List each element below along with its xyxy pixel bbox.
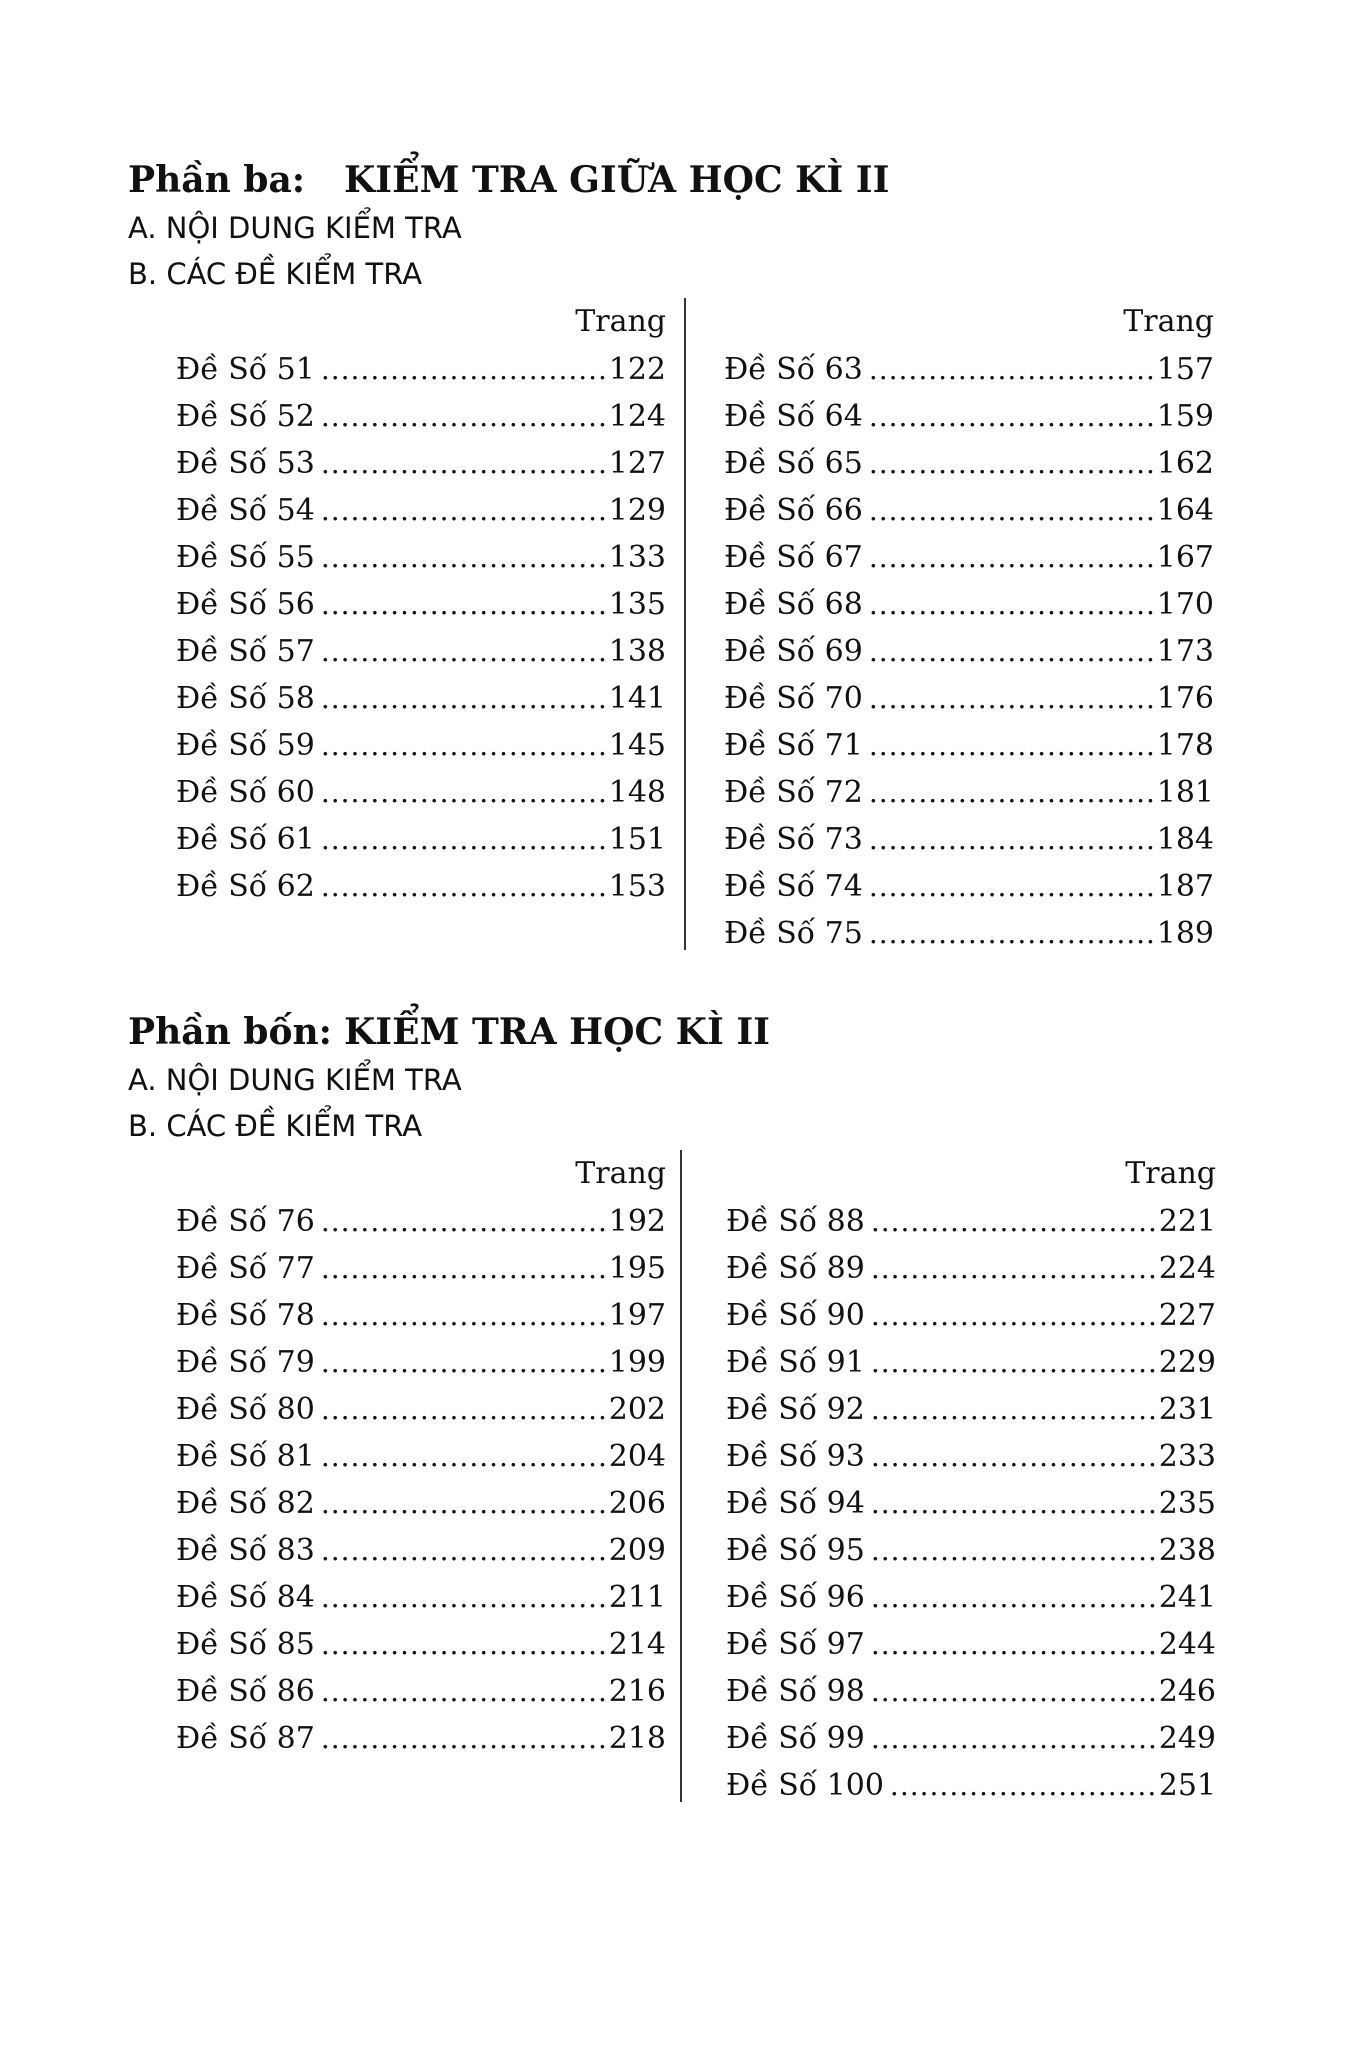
- toc-entry: [724, 816, 1214, 863]
- entry-label: Đề Số 74: [724, 869, 863, 904]
- entry-label: Đề Số 70: [724, 681, 863, 716]
- entry-label: Đề Số 88: [726, 1204, 865, 1239]
- entry-label: Đề Số 95: [726, 1533, 865, 1568]
- entry-page-number: 162: [1156, 446, 1214, 481]
- toc-entry: [724, 863, 1214, 910]
- dot-leader: [321, 1480, 607, 1527]
- entry-page-number: 129: [608, 493, 666, 528]
- column-divider: [680, 1150, 682, 1802]
- section-heading: [128, 159, 890, 201]
- dot-leader: [869, 534, 1155, 581]
- dot-leader: [871, 1386, 1157, 1433]
- entry-page-number: 159: [1156, 399, 1214, 434]
- entry-page-number: 170: [1156, 587, 1214, 622]
- entry-page-number: 145: [608, 728, 666, 763]
- toc-entry: [726, 1715, 1216, 1762]
- entry-page-number: 206: [608, 1486, 666, 1521]
- entry-page-number: 187: [1156, 869, 1214, 904]
- toc-entry: [176, 1292, 666, 1339]
- toc-entry: [724, 487, 1214, 534]
- entry-label: Đề Số 77: [176, 1251, 315, 1286]
- entry-page-number: 184: [1156, 822, 1214, 857]
- toc-entry: [176, 628, 666, 675]
- dot-leader: [321, 1527, 607, 1574]
- entry-label: Đề Số 58: [176, 681, 315, 716]
- dot-leader: [321, 1339, 607, 1386]
- part-title: KIỂM TRA GIỮA HỌC KÌ II: [344, 159, 890, 201]
- entry-page-number: 211: [608, 1580, 666, 1615]
- dot-leader: [321, 769, 607, 816]
- entry-page-number: 173: [1156, 634, 1214, 669]
- entry-label: Đề Số 65: [724, 446, 863, 481]
- entry-page-number: 189: [1156, 916, 1214, 951]
- dot-leader: [869, 440, 1155, 487]
- dot-leader: [871, 1621, 1157, 1668]
- entry-label: Đề Số 59: [176, 728, 315, 763]
- dot-leader: [321, 1245, 607, 1292]
- dot-leader: [321, 1292, 607, 1339]
- dot-leader: [321, 863, 607, 910]
- toc-entry: [724, 910, 1214, 957]
- toc-entry: [726, 1762, 1216, 1809]
- entry-label: Đề Số 76: [176, 1204, 315, 1239]
- entry-label: Đề Số 86: [176, 1674, 315, 1709]
- page-column-header: Trang: [575, 304, 666, 339]
- entry-page-number: 195: [608, 1251, 666, 1286]
- entry-label: Đề Số 54: [176, 493, 315, 528]
- entry-label: Đề Số 52: [176, 399, 315, 434]
- toc-entry: [176, 1715, 666, 1762]
- toc-entry: [176, 1480, 666, 1527]
- dot-leader: [869, 393, 1155, 440]
- dot-leader: [871, 1527, 1157, 1574]
- entry-label: Đề Số 63: [724, 352, 863, 387]
- dot-leader: [321, 1574, 607, 1621]
- entry-label: Đề Số 68: [724, 587, 863, 622]
- entry-label: Đề Số 94: [726, 1486, 865, 1521]
- dot-leader: [890, 1762, 1157, 1809]
- entry-label: Đề Số 82: [176, 1486, 315, 1521]
- entry-page-number: 233: [1158, 1439, 1216, 1474]
- entry-page-number: 244: [1158, 1627, 1216, 1662]
- dot-leader: [321, 816, 607, 863]
- entry-page-number: 238: [1158, 1533, 1216, 1568]
- entry-page-number: 122: [608, 352, 666, 387]
- dot-leader: [871, 1668, 1157, 1715]
- entry-label: Đề Số 51: [176, 352, 315, 387]
- dot-leader: [869, 863, 1155, 910]
- column-divider: [684, 298, 686, 950]
- entry-page-number: 246: [1158, 1674, 1216, 1709]
- dot-leader: [321, 393, 607, 440]
- entry-page-number: 133: [608, 540, 666, 575]
- entry-label: Đề Số 97: [726, 1627, 865, 1662]
- toc-column-right: [724, 302, 1214, 962]
- entry-page-number: 148: [608, 775, 666, 810]
- entry-label: Đề Số 83: [176, 1533, 315, 1568]
- entry-label: Đề Số 53: [176, 446, 315, 481]
- entry-page-number: 141: [608, 681, 666, 716]
- toc-entry: [724, 346, 1214, 393]
- dot-leader: [321, 1668, 607, 1715]
- toc-entry: [726, 1386, 1216, 1433]
- entry-label: Đề Số 93: [726, 1439, 865, 1474]
- entry-label: Đề Số 91: [726, 1345, 865, 1380]
- toc-entry: [176, 722, 666, 769]
- toc-entry: [726, 1480, 1216, 1527]
- entry-page-number: 204: [608, 1439, 666, 1474]
- entry-page-number: 181: [1156, 775, 1214, 810]
- tests-line: B. CÁC ĐỀ KIỂM TRA: [128, 257, 423, 291]
- toc-entry: [176, 393, 666, 440]
- section-part-three: [0, 160, 1364, 960]
- entry-page-number: 231: [1158, 1392, 1216, 1427]
- toc-entry: [726, 1339, 1216, 1386]
- entry-label: Đề Số 67: [724, 540, 863, 575]
- toc-column-right: [726, 1154, 1216, 1814]
- entry-label: Đề Số 80: [176, 1392, 315, 1427]
- tests-line: B. CÁC ĐỀ KIỂM TRA: [128, 1109, 423, 1143]
- toc-entry: [176, 1668, 666, 1715]
- toc-entry: [724, 722, 1214, 769]
- entry-label: Đề Số 66: [724, 493, 863, 528]
- toc-entry: [176, 1527, 666, 1574]
- toc-entry: [724, 393, 1214, 440]
- dot-leader: [869, 910, 1155, 957]
- dot-leader: [869, 769, 1155, 816]
- dot-leader: [871, 1433, 1157, 1480]
- toc-entry: [176, 1433, 666, 1480]
- entry-label: Đề Số 57: [176, 634, 315, 669]
- entry-label: Đề Số 73: [724, 822, 863, 857]
- toc-entry: [724, 769, 1214, 816]
- entry-label: Đề Số 99: [726, 1721, 865, 1756]
- entry-label: Đề Số 92: [726, 1392, 865, 1427]
- entry-label: Đề Số 98: [726, 1674, 865, 1709]
- part-label: Phần bốn:: [128, 1011, 332, 1053]
- entry-label: Đề Số 96: [726, 1580, 865, 1615]
- entry-page-number: 138: [608, 634, 666, 669]
- dot-leader: [869, 675, 1155, 722]
- entry-label: Đề Số 100: [726, 1768, 884, 1803]
- toc-column-left: [176, 1154, 666, 1814]
- entry-page-number: 153: [608, 869, 666, 904]
- toc-entry: [176, 1386, 666, 1433]
- entry-page-number: 178: [1156, 728, 1214, 763]
- entry-label: Đề Số 71: [724, 728, 863, 763]
- toc-entry: [726, 1527, 1216, 1574]
- toc-entry: [176, 1574, 666, 1621]
- toc-entry: [726, 1292, 1216, 1339]
- dot-leader: [871, 1715, 1157, 1762]
- toc-entry: [176, 769, 666, 816]
- entry-label: Đề Số 87: [176, 1721, 315, 1756]
- entry-label: Đề Số 56: [176, 587, 315, 622]
- toc-entry: [176, 487, 666, 534]
- toc-entry: [176, 440, 666, 487]
- toc-entry: [176, 346, 666, 393]
- part-label: Phần ba:: [128, 159, 306, 201]
- toc-entry: [176, 534, 666, 581]
- content-line: A. NỘI DUNG KIỂM TRA: [128, 1063, 462, 1097]
- toc-column-left: [176, 302, 666, 962]
- dot-leader: [869, 816, 1155, 863]
- toc-entry: [176, 1339, 666, 1386]
- entry-label: Đề Số 85: [176, 1627, 315, 1662]
- entry-page-number: 157: [1156, 352, 1214, 387]
- page-column-header: Trang: [1123, 304, 1214, 339]
- dot-leader: [871, 1574, 1157, 1621]
- toc-entry: [176, 1621, 666, 1668]
- content-line: A. NỘI DUNG KIỂM TRA: [128, 211, 462, 245]
- entry-label: Đề Số 55: [176, 540, 315, 575]
- entry-page-number: 218: [608, 1721, 666, 1756]
- entry-label: Đề Số 69: [724, 634, 863, 669]
- entry-page-number: 251: [1158, 1768, 1216, 1803]
- entry-label: Đề Số 64: [724, 399, 863, 434]
- entry-page-number: 235: [1158, 1486, 1216, 1521]
- toc-entry: [724, 534, 1214, 581]
- entry-page-number: 249: [1158, 1721, 1216, 1756]
- entry-label: Đề Số 61: [176, 822, 315, 857]
- entry-page-number: 199: [608, 1345, 666, 1380]
- dot-leader: [321, 1433, 607, 1480]
- dot-leader: [871, 1292, 1157, 1339]
- entry-label: Đề Số 75: [724, 916, 863, 951]
- entry-page-number: 229: [1158, 1345, 1216, 1380]
- dot-leader: [321, 487, 607, 534]
- dot-leader: [871, 1339, 1157, 1386]
- page-column-header: Trang: [1125, 1156, 1216, 1191]
- entry-label: Đề Số 72: [724, 775, 863, 810]
- toc-entry: [726, 1433, 1216, 1480]
- page-column-header: Trang: [575, 1156, 666, 1191]
- entry-label: Đề Số 81: [176, 1439, 315, 1474]
- dot-leader: [869, 346, 1155, 393]
- toc-entry: [176, 675, 666, 722]
- entry-page-number: 209: [608, 1533, 666, 1568]
- entry-page-number: 167: [1156, 540, 1214, 575]
- dot-leader: [869, 628, 1155, 675]
- entry-label: Đề Số 62: [176, 869, 315, 904]
- entry-page-number: 164: [1156, 493, 1214, 528]
- entry-page-number: 202: [608, 1392, 666, 1427]
- dot-leader: [871, 1245, 1157, 1292]
- toc-entry: [726, 1198, 1216, 1245]
- dot-leader: [321, 581, 607, 628]
- toc-entry: [176, 1198, 666, 1245]
- entry-page-number: 224: [1158, 1251, 1216, 1286]
- entry-page-number: 192: [608, 1204, 666, 1239]
- toc-entry: [724, 675, 1214, 722]
- toc-entry: [726, 1574, 1216, 1621]
- toc-entry: [176, 1245, 666, 1292]
- dot-leader: [869, 722, 1155, 769]
- part-title: KIỂM TRA HỌC KÌ II: [344, 1011, 771, 1053]
- entry-page-number: 151: [608, 822, 666, 857]
- dot-leader: [321, 722, 607, 769]
- toc-entry: [724, 440, 1214, 487]
- dot-leader: [321, 534, 607, 581]
- dot-leader: [321, 628, 607, 675]
- toc-entry: [176, 816, 666, 863]
- toc-entry: [724, 581, 1214, 628]
- dot-leader: [321, 1621, 607, 1668]
- dot-leader: [321, 1386, 607, 1433]
- entry-page-number: 124: [608, 399, 666, 434]
- dot-leader: [871, 1198, 1157, 1245]
- dot-leader: [321, 1715, 607, 1762]
- entry-page-number: 241: [1158, 1580, 1216, 1615]
- entry-label: Đề Số 84: [176, 1580, 315, 1615]
- entry-page-number: 216: [608, 1674, 666, 1709]
- dot-leader: [321, 346, 607, 393]
- dot-leader: [321, 675, 607, 722]
- entry-label: Đề Số 89: [726, 1251, 865, 1286]
- dot-leader: [869, 487, 1155, 534]
- toc-entry: [176, 863, 666, 910]
- entry-page-number: 214: [608, 1627, 666, 1662]
- entry-page-number: 197: [608, 1298, 666, 1333]
- entry-page-number: 227: [1158, 1298, 1216, 1333]
- entry-page-number: 127: [608, 446, 666, 481]
- entry-page-number: 176: [1156, 681, 1214, 716]
- entry-page-number: 221: [1158, 1204, 1216, 1239]
- entry-page-number: 135: [608, 587, 666, 622]
- entry-label: Đề Số 78: [176, 1298, 315, 1333]
- dot-leader: [321, 440, 607, 487]
- toc-entry: [724, 628, 1214, 675]
- toc-entry: [726, 1245, 1216, 1292]
- toc-entry: [726, 1621, 1216, 1668]
- entry-label: Đề Số 60: [176, 775, 315, 810]
- entry-label: Đề Số 90: [726, 1298, 865, 1333]
- section-heading: [128, 1011, 771, 1053]
- entry-label: Đề Số 79: [176, 1345, 315, 1380]
- toc-entry: [726, 1668, 1216, 1715]
- dot-leader: [869, 581, 1155, 628]
- section-part-four: [0, 1012, 1364, 1812]
- dot-leader: [321, 1198, 607, 1245]
- dot-leader: [871, 1480, 1157, 1527]
- toc-entry: [176, 581, 666, 628]
